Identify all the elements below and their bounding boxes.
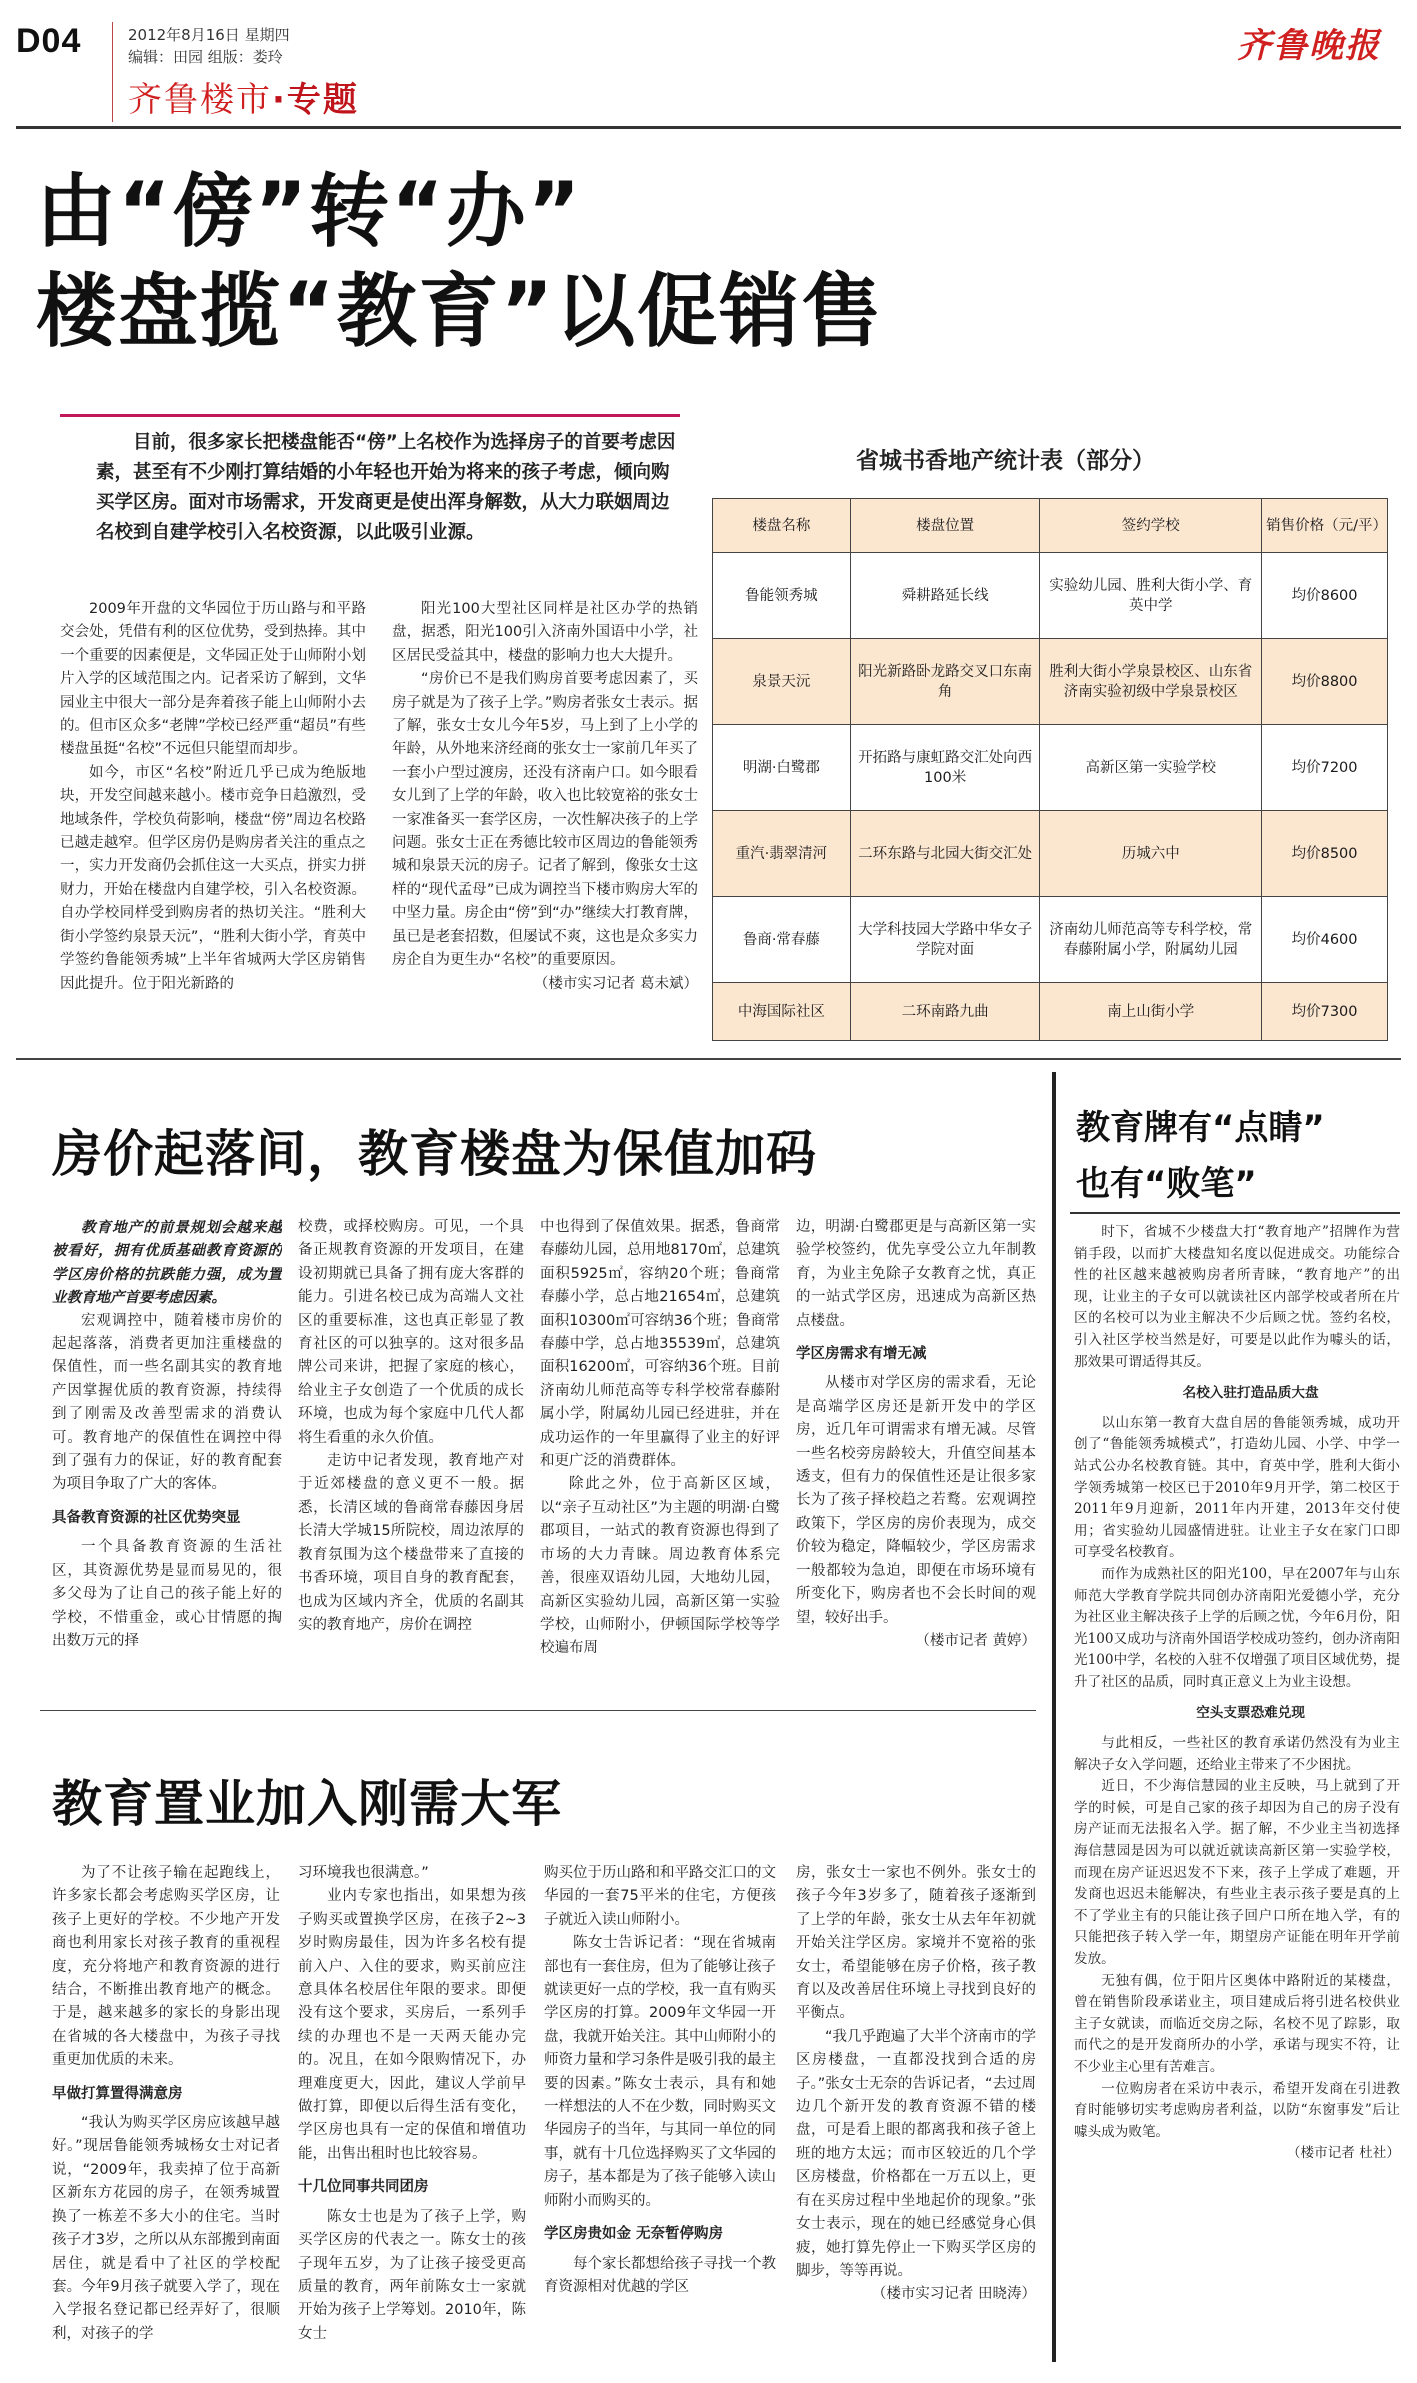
paragraph: 边，明湖·白鹭郡更是与高新区第一实验学校签约，优先享受公立九年制教育，为业主免除子女教育之忧，真正的一站式学区房，迅速成为高新区热点楼盘。	[796, 1219, 1036, 1329]
section2-column-1	[52, 1216, 282, 1696]
paragraph: 一位购房者在采访中表示，希望开发商在引进教育时能够切实考虑购房者利益，以防“东窗事发”后让噱头成为败笔。	[1074, 2080, 1400, 2140]
byline: （楼市记者 黄婷）	[915, 1632, 1036, 1649]
table-header: 楼盘名称	[713, 499, 851, 553]
paragraph: 阳光100大型社区同样是社区办学的热销盘，据悉，阳光100引入济南外国语中小学，社区居民受益其中，楼盘的影响力也大大提升。	[392, 601, 698, 664]
table-cell: 均价7300	[1262, 983, 1388, 1041]
paragraph: 时下，省城不少楼盘大打“教育地产”招牌作为营销手段，以而扩大楼盘知名度以促进成交。功能综合性的社区越来越被购房者所青睐，“教育地产”的出现，让业主的子女可以就读社区内部学校或者所在片区的名校可以为业主解决不少后顾之忧。签约名校，引入社区学校当然是好，可要是以此作为噱头的话，那效果可谓适得其反。	[1074, 1224, 1400, 1370]
paragraph: 2009年开盘的文华园位于历山路与和平路交会处，凭借有利的区位优势，受到热捧。其中一个重要的因素便是，文华园正处于山师附小划片入学的区域范围之内。记者采访了解到，文华园业主中很大一部分是奔着孩子能上山师附小去的。但市区众多“老牌”学校已经严重“超员”有些楼盘虽挺“名校”不远但只能望而却步。	[60, 601, 366, 758]
paragraph: 陈女士也是为了孩子上学，购买学区房的代表之一。陈女士的孩子现年五岁，为了让孩子接受更高质量的教育，两年前陈女士一家就开始为孩子上学筹划。2010年，陈女士	[298, 2208, 526, 2342]
table-cell: 二环南路九曲	[850, 983, 1040, 1041]
section-separator	[40, 1710, 1036, 1711]
section2-column-2	[298, 1216, 524, 1696]
table-cell: 历城六中	[1040, 811, 1262, 897]
paragraph: 一个具备教育资源的生活社区，其资源优势是显而易见的，很多父母为了让自己的孩子能上好的学校，不惜重金，或心甘情愿的掏出数万元的择	[52, 1539, 282, 1649]
table-cell: 重汽·翡翠清河	[713, 811, 851, 897]
table-cell: 济南幼儿师范高等专科学校，常春藤附属小学，附属幼儿园	[1040, 897, 1262, 983]
paragraph: “我认为购买学区房应该越早越好。”现居鲁能领秀城杨女士对记者说，“2009年，我卖掉了位于高新区新东方花园的房子，在领秀城置换了一栋差不多大小的住宅。当时孩子才3岁，之所以从东部搬到南面居住，就是看中了社区的学校配套。今年9月孩子就要入学了，现在入学报名登记都已经弄好了，很顺利，对孩子的学	[52, 2115, 280, 2342]
subheading: 具备教育资源的社区优势突显	[52, 1509, 241, 1526]
table-cell: 均价7200	[1262, 725, 1388, 811]
byline: （楼市实习记者 田晓涛）	[871, 2286, 1036, 2303]
table-row	[713, 811, 1388, 897]
newspaper-logo: 齐鲁晚报	[1237, 26, 1381, 66]
paragraph: 校费，或择校购房。可见，一个具备正规教育资源的开发项目，在建设初期就已具备了拥有庞大客群的能力。引进名校已成为高端人文社区的重要标准，这也真正彰显了教育社区的可以独享的。这对很多品牌公司来讲，把握了家庭的核心，给业主子女创造了一个优质的成长环境，也成为每个家庭中几代人都将生看重的永久价值。	[298, 1219, 524, 1446]
masthead	[0, 0, 1417, 130]
table-cell: 鲁商·常春藤	[713, 897, 851, 983]
table-header: 楼盘位置	[850, 499, 1040, 553]
paragraph: 业内专家也指出，如果想为孩子购买或置换学区房，在孩子2~3岁时购房最佳，因为许多名校有提前入户、入住的要求，购买前应注意具体名校居住年限的要求。即便没有这个要求，买房后，一系列手续的办理也不是一天两天能办完的。况且，在如今限购情况下，办理难度更大，因此，建议人学前早做打算，即便以后得生活有变化，学区房也具有一定的保值和增值功能，出售出租时也比较容易。	[298, 1888, 526, 2162]
paragraph: 除此之外，位于高新区区域，以“亲子互动社区”为主题的明湖·白鹭郡项目，一站式的教育资源也得到了市场的大力青睐。周边教育体系完善，很座双语幼儿园，大地幼儿园，高新区实验幼儿园，高新区第一实验学校，山师附小，伊顿国际学校等学校遍布周	[540, 1476, 780, 1657]
lead-rule	[60, 414, 680, 417]
stats-table	[712, 498, 1388, 1041]
paragraph: 与此相反，一些社区的教育承诺仍然没有为业主解决子女入学问题，还给业主带来了不少困扰。	[1074, 1735, 1400, 1773]
section2-column-4	[796, 1216, 1036, 1696]
table-cell: 大学科技园大学路中华女子学院对面	[850, 897, 1040, 983]
paragraph: 无独有偶，位于阳片区奥体中路附近的某楼盘，曾在销售阶段承诺业主，项目建成后将引进名校供业主子女就读，而临近交房之际，名校不见了踪影，取而代之的是开发商所办的小学，承诺与现实不符，让不少业主心里有苦难言。	[1074, 1972, 1400, 2075]
table-cell: 均价4600	[1262, 897, 1388, 983]
paragraph: “我几乎跑遍了大半个济南市的学区房楼盘，一直都没找到合适的房子。”张女士无奈的告诉记者，“去过周边几个新开发的教育资源不错的楼盘，可是看上眼的都离我和孩子爸上班的地方太远；而市区较近的几个学区房楼盘，价格都在一万五以上，更有在买房过程中坐地起价的现象。”张女士表示，现在的她已经感觉身心俱疲，她打算先停止一下购买学区房的脚步，等等再说。	[796, 2028, 1036, 2279]
table-row	[713, 725, 1388, 811]
section-title	[128, 72, 359, 121]
table-cell: 南上山街小学	[1040, 983, 1262, 1041]
subheading: 早做打算置得满意房	[52, 2085, 183, 2102]
sidebar-title-line-2: 也有“败笔”	[1076, 1164, 1257, 1204]
table-cell: 均价8500	[1262, 811, 1388, 897]
headline-line-2: 楼盘揽“教育”以促销售	[36, 265, 884, 358]
paragraph: 购买位于历山路和和平路交汇口的文华园的一套75平米的住宅，方便孩子就近入读山师附小。	[544, 1865, 776, 1928]
subheading: 学区房需求有增无减	[796, 1346, 927, 1363]
table-cell: 开拓路与康虹路交汇处向西100米	[850, 725, 1040, 811]
table-row	[713, 897, 1388, 983]
sidebar-title-line-1: 教育牌有“点睛”	[1076, 1108, 1325, 1148]
paragraph: 陈女士告诉记者：“现在省城南部也有一套住房，但为了能够让孩子就读更好一点的学校，我一直有购买学区房的打算。2009年文华园一开盘，我就开始关注。其中山师附小的师资力量和学习条件是吸引我的最主要的因素。”陈女士表示，具有和她一样想法的人不在少数，同时购买文华园房子的当年，与其同一单位的同事，就有十几位选择购买了文华园的房子，基本都是为了孩子能够入读山师附小而购买的。	[544, 1935, 776, 2209]
paragraph: 以山东第一教育大盘自居的鲁能领秀城，成功开创了“鲁能领秀城模式”，打造幼儿园、小学、中学一站式公办名校教育链。其中，育英中学，胜利大街小学领秀城第一校区已于2010年9月开学，第二校区于2011年9月迎新，2011年内开建，2013年交付使用；省实验幼儿园盛情进驻。让业主子女在家门口即可享受名校教育。	[1074, 1414, 1400, 1561]
table-cell: 二环东路与北园大街交汇处	[850, 811, 1040, 897]
paragraph: 为了不让孩子输在起跑线上，许多家长都会考虑购买学区房，让孩子上更好的学校。不少地产开发商也利用家长对孩子教育的重视程度，充分将地产和教育资源的进行结合，不断推出教育地产的概念。于是，越来越多的家长的身影出现在省城的各大楼盘中，为孩子寻找重更加优质的未来。	[52, 1865, 280, 2069]
paragraph: 如今，市区“名校”附近几乎已成为绝版地块，开发空间越来越小。楼市竞争日趋激烈，受地域条件，学校负荷影响，楼盘“傍”周边名校路已越走越窄。但学区房仍是购房者关注的重点之一，实力开发商仍会抓住这一大买点，拼实力拼财力，开始在楼盘内自建学校，引入名校资源。自办学校同样受到购房者的热切关注。“胜利大街小学签约泉景天沅”，“胜利大街小学，育英中学签约鲁能领秀城”上半年省城两大学区房销售因此提升。位于阳光新路的	[60, 764, 366, 992]
editor-credits: 编辑：田园 组版：娄玲	[128, 48, 283, 66]
table-cell: 明湖·白鹭郡	[713, 725, 851, 811]
table-header: 签约学校	[1040, 499, 1262, 553]
section3-title: 教育置业加入刚需大军	[52, 1775, 562, 1833]
masthead-rule	[16, 126, 1401, 129]
article1-column-1	[60, 598, 366, 1042]
table-header-row	[713, 499, 1388, 553]
paragraph: 习环境我也很满意。”	[298, 1865, 429, 1881]
byline: （楼市记者 杜社）	[1286, 2145, 1400, 2162]
section2-column-3	[540, 1216, 780, 1696]
section-separator	[16, 1058, 1401, 1060]
paragraph: 宏观调控中，随着楼市房价的起起落落，消费者更加注重楼盘的保值性，而一些名副其实的教育地产因掌握优质的教育资源，持续得到了刚需及改善型需求的消费认可。教育地产的保值性在调控中得到了强有力的保证，好的教育配套为项目争取了广大的客体。	[52, 1312, 282, 1493]
paragraph: 走访中记者发现，教育地产对于近郊楼盘的意义更不一般。据悉，长清区域的鲁商常春藤因身居长清大学城15所院校，周边浓厚的教育氛围为这个楼盘带来了直接的书香环境，项目自身的教育配套，也成为区域内齐全，优质的名副其实的教育地产，房价在调控	[298, 1453, 524, 1633]
section3-column-3	[544, 1862, 776, 2362]
paragraph: “房价已不是我们购房首要考虑因素了，买房子就是为了孩子上学。”购房者张女士表示。据了解，张女士女儿今年5岁，马上到了上小学的年龄，从外地来济经商的张女士一家前几年买了一套小户型过渡房，还没有济南户口。如今眼看女儿到了上学的年龄，收入也比较宽裕的张女士一家准备买一套学区房，一次性解决孩子的上学问题。张女士正在秀德比较市区周边的鲁能领秀城和泉景天沅的房子。记者了解到，像张女士这样的“现代孟母”已成为调控当下楼市购房大军的中坚力量。房企由“傍”到“办”继续大打教育牌，虽已是老套招数，但屡试不爽，这也是众多实力房企自为更生办“名校”的重要原因。	[392, 671, 698, 969]
page-number: D04	[16, 22, 82, 60]
table-header: 销售价格（元/平）	[1262, 499, 1388, 553]
table-cell: 均价8800	[1262, 639, 1388, 725]
subheading: 空头支票恐难兑现	[1196, 1705, 1305, 1722]
table-title: 省城书香地产统计表（部分）	[856, 448, 1155, 474]
subheading: 名校入驻打造品质大盘	[1182, 1385, 1319, 1402]
paragraph: 房，张女士一家也不例外。张女士的孩子今年3岁多了，随着孩子逐渐到了上学的年龄，张女士从去年年初就开始关注学区房。家境并不宽裕的张女士，希望能够在房子价格，孩子教育以及改善居住环境上寻找到良好的平衡点。	[796, 1865, 1036, 2022]
intro-paragraph: 教育地产的前景规划会越来越被看好，拥有优质基础教育资源的学区房价格的抗跌能力强，成为置业教育地产首要考虑因素。	[52, 1219, 282, 1307]
sidebar-bar	[1052, 1072, 1056, 2362]
table-row	[713, 983, 1388, 1041]
subheading: 学区房贵如金 无奈暂停购房	[544, 2226, 724, 2243]
table-row	[713, 553, 1388, 639]
byline: （楼市实习记者 葛未斌）	[533, 975, 698, 992]
paragraph: 中也得到了保值效果。据悉，鲁商常春藤幼儿园，总用地8170㎡，总建筑面积5925㎡，容纳20个班；鲁商常春藤小学，总占地21654㎡，总建筑面积10300㎡可容纳36个班；鲁商常春藤中学，总占地35539㎡，总建筑面积16200㎡，可容纳36个班。目前济南幼儿师范高等专科学校常春藤附属小学，附属幼儿园已经进驻，并在成功运作的一年里赢得了业主的好评和更广泛的消费群体。	[540, 1219, 780, 1470]
masthead-divider	[112, 22, 113, 122]
table-cell: 胜利大街小学泉景校区、山东省济南实验初级中学泉景校区	[1040, 639, 1262, 725]
paragraph: 而作为成熟社区的阳光100，早在2007年与山东师范大学教育学院共同创办济南阳光爱德小学，充分为社区业主解决孩子上学的后顾之忧，今年6月份，阳光100又成功与济南外国语学校成功签约，创办济南阳光100中学，名校的入驻不仅增强了项目区域优势，提升了社区的品质，同时真正意义上为业主设想。	[1074, 1565, 1400, 1690]
article1-column-2	[392, 598, 698, 1042]
main-headline	[36, 162, 1036, 362]
lead-paragraph: 目前，很多家长把楼盘能否“傍”上名校作为选择房子的首要考虑因素，甚至有不少刚打算结婚的小年轻也开始为将来的孩子考虑，倾向购买学区房。面对市场需求，开发商更是使出浑身解数，从大力联姻周边名校到自建学校引入名校资源，以此吸引业源。	[96, 432, 676, 543]
table-cell: 舜耕路延长线	[850, 553, 1040, 639]
table-row	[713, 639, 1388, 725]
section-name: 齐鲁楼市	[128, 80, 272, 120]
sidebar-rule	[1070, 1212, 1400, 1214]
subheading: 十几位同事共同团房	[298, 2179, 429, 2196]
sidebar-text	[1074, 1222, 1400, 2362]
headline-line-1: 由“傍”转“办”	[36, 165, 583, 258]
table-cell: 阳光新路卧龙路交叉口东南角	[850, 639, 1040, 725]
section3-column-2	[298, 1862, 526, 2362]
section3-column-4	[796, 1862, 1036, 2362]
table-cell: 实验幼儿园、胜利大街小学、育英中学	[1040, 553, 1262, 639]
table-cell: 鲁能领秀城	[713, 553, 851, 639]
section2-title: 房价起落间，教育楼盘为保值加码	[52, 1125, 817, 1183]
table-cell: 泉景天沅	[713, 639, 851, 725]
paragraph: 近日，不少海信慧园的业主反映，马上就到了开学的时候，可是自己家的孩子却因为自己的房子没有房产证而无法报名入学。据了解，不少业主当初选择海信慧园是因为可以就近就读高新区第一实验学校，而现在房产证迟迟发不下来，孩子上学成了难题，开发商也迟迟未能解决，有些业主表示孩子要是真的上不了学业主有的只能让孩子回户口所在地入学，有的只能把孩子转入学一年，期望房产证能在明年开学前发放。	[1074, 1778, 1400, 1967]
section3-column-1	[52, 1862, 280, 2362]
table-cell: 中海国际社区	[713, 983, 851, 1041]
table-cell: 均价8600	[1262, 553, 1388, 639]
section-suffix: ·专题	[272, 80, 359, 120]
paragraph: 从楼市对学区房的需求看，无论是高端学区房还是新开发中的学区房，近几年可谓需求有增无减。尽管一些名校旁房龄较大，升值空间基本透支，但有力的保值性还是让很多家长为了孩子择校趋之若鹜。宏观调控政策下，学区房的房价表现为，成交价较为稳定，降幅较少，学区房需求一般都较为急迫，即便在市场环境有所变化下，购房者也不会长时间的观望，较好出手。	[796, 1375, 1036, 1626]
table-cell: 高新区第一实验学校	[1040, 725, 1262, 811]
paragraph: 每个家长都想给孩子寻找一个教育资源相对优越的学区	[544, 2255, 776, 2295]
issue-date: 2012年8月16日 星期四	[128, 26, 290, 44]
